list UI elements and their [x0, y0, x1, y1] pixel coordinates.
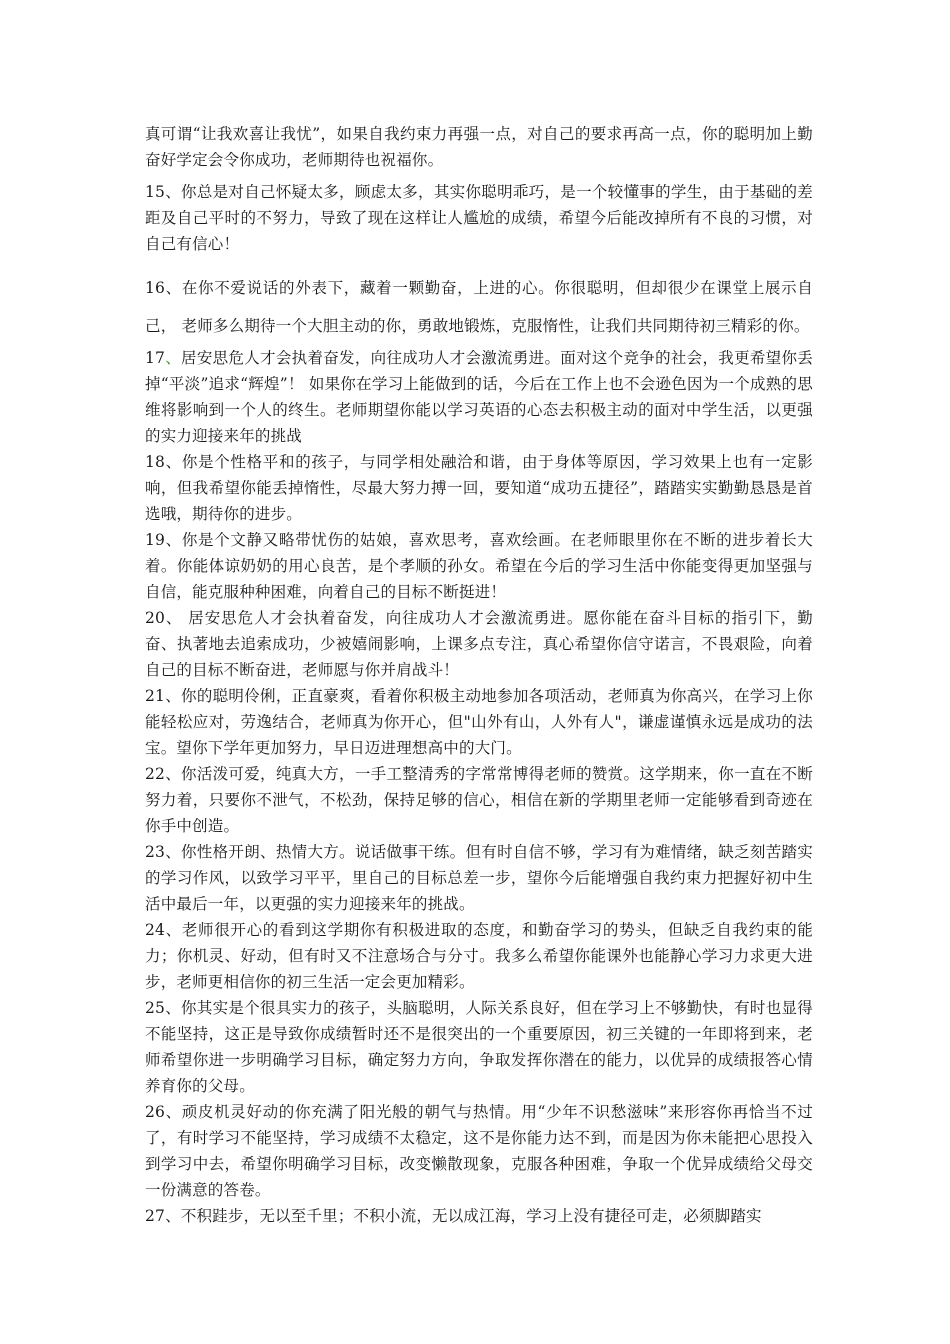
- paragraph-27: 27、不积跬步，无以至千里；不积小流，无以成江海，学习上没有捷径可走，必须脚踏实: [145, 1207, 762, 1225]
- paragraph-17-number: 17: [145, 349, 166, 367]
- paragraph-intro: 真可谓“让我欢喜让我忧”，如果自我约束力再强一点，对自己的要求再高一点，你的聪明加上勤奋好学定会令你成功，老师期待也祝福你。: [145, 125, 813, 169]
- paragraph-16: 16、在你不爱说话的外表下，藏着一颗勤奋，上进的心。你很聪明，但却很少在课堂上展示自己， 老师多么期待一个大胆主动的你，勇敢地锻炼，克服惰性，让我们共同期待初三精彩的你。: [145, 279, 813, 335]
- paragraph-23: 23、你性格开朗、热情大方。说话做事干练。但有时自信不够，学习有为难情绪，缺乏刻苦踏实的学习作风，以致学习平平，里自己的目标总差一步，望你今后能增强自我约束力把握好初中生活中最后一年，以更强的实力迎接来年的挑战。: [145, 843, 813, 913]
- paragraph-22: 22、你活泼可爱，纯真大方，一手工整清秀的字常常博得老师的赞赏。这学期来，你一直在不断努力着，只要你不泄气，不松劲，保持足够的信心，相信在新的学期里老师一定能够看到奇迹在你手中创造。: [145, 765, 813, 835]
- paragraph-26: 26、顽皮机灵好动的你充满了阳光般的朝气与热情。用“少年不识愁滋味”来形容你再恰当不过了，有时学习不能坚持，学习成绩不太稳定，这不是你能力达不到，而是因为你未能把心思投入到学习中去，希望你明确学习目标，改变懒散现象，克服各种困难，争取一个优异成绩给父母交一份满意的答卷。: [145, 1103, 813, 1199]
- paragraph-20: 20、 居安思危人才会执着奋发，向往成功人才会激流勇进。愿你能在奋斗目标的指引下，勤奋、执著地去追索成功，少被嬉闹影响，上课多点专注，真心希望你信守诺言，不畏艰险，向着自己的目标不断奋进，老师愿与你并肩战斗！: [145, 609, 813, 679]
- paragraph-24: 24、老师很开心的看到这学期你有积极进取的态度，和勤奋学习的势头，但缺乏自我约束的能力；你机灵、好动，但有时又不注意场合与分寸。我多么希望你能课外也能静心学习力求更大进步，老师更相信你的初三生活一定会更加精彩。: [145, 921, 813, 991]
- paragraph-17: [145, 345, 813, 449]
- paragraph-21: 21、你的聪明伶俐，正直豪爽，看着你积极主动地参加各项活动，老师真为你高兴，在学习上你能轻松应对，劳逸结合，老师真为你开心，但"山外有山，人外有人"，谦虚谨慎永远是成功的法宝。望你下学年更加努力，早日迈进理想高中的大门。: [145, 687, 813, 757]
- document-body: [145, 121, 813, 1229]
- paragraph-17-separator: 、: [165, 349, 182, 367]
- paragraph-18: 18、你是个性格平和的孩子，与同学相处融洽和谐，由于身体等原因，学习效果上也有一定影响，但我希望你能丢掉惰性，尽最大努力搏一回，要知道“成功五捷径”，踏踏实实勤勤恳恳是首选哦，期待你的进步。: [145, 453, 813, 523]
- paragraph-15: 15、你总是对自己怀疑太多，顾虑太多，其实你聪明乖巧，是一个较懂事的学生，由于基础的差距及自己平时的不努力，导致了现在这样让人尴尬的成绩，希望今后能改掉所有不良的习惯，对自己有信心！: [145, 183, 813, 253]
- paragraph-17-text: 居安思危人才会执着奋发，向往成功人才会激流勇进。面对这个竞争的社会，我更希望你丢掉“平淡”追求“辉煌”！ 如果你在学习上能做到的话，今后在工作上也不会逊色因为一个成熟的思维将影响到一个人的终生。老师期望你能以学习英语的心态去积极主动的面对中学生活，以更强的实力迎接来年的挑战: [145, 349, 813, 445]
- paragraph-25: 25、你其实是个很具实力的孩子，头脑聪明，人际关系良好，但在学习上不够勤快，有时也显得不能坚持，这正是导致你成绩暂时还不是很突出的一个重要原因，初三关键的一年即将到来，老师希望你进一步明确学习目标，确定努力方向，争取发挥你潜在的能力，以优异的成绩报答心情养育你的父母。: [145, 999, 813, 1095]
- paragraph-19: 19、你是个文静又略带忧伤的姑娘，喜欢思考，喜欢绘画。在老师眼里你在不断的进步着长大着。你能体谅奶奶的用心良苦，是个孝顺的孙女。希望在今后的学习生活中你能变得更加坚强与自信，能克服种种困难，向着自己的目标不断挺进！: [145, 531, 813, 601]
